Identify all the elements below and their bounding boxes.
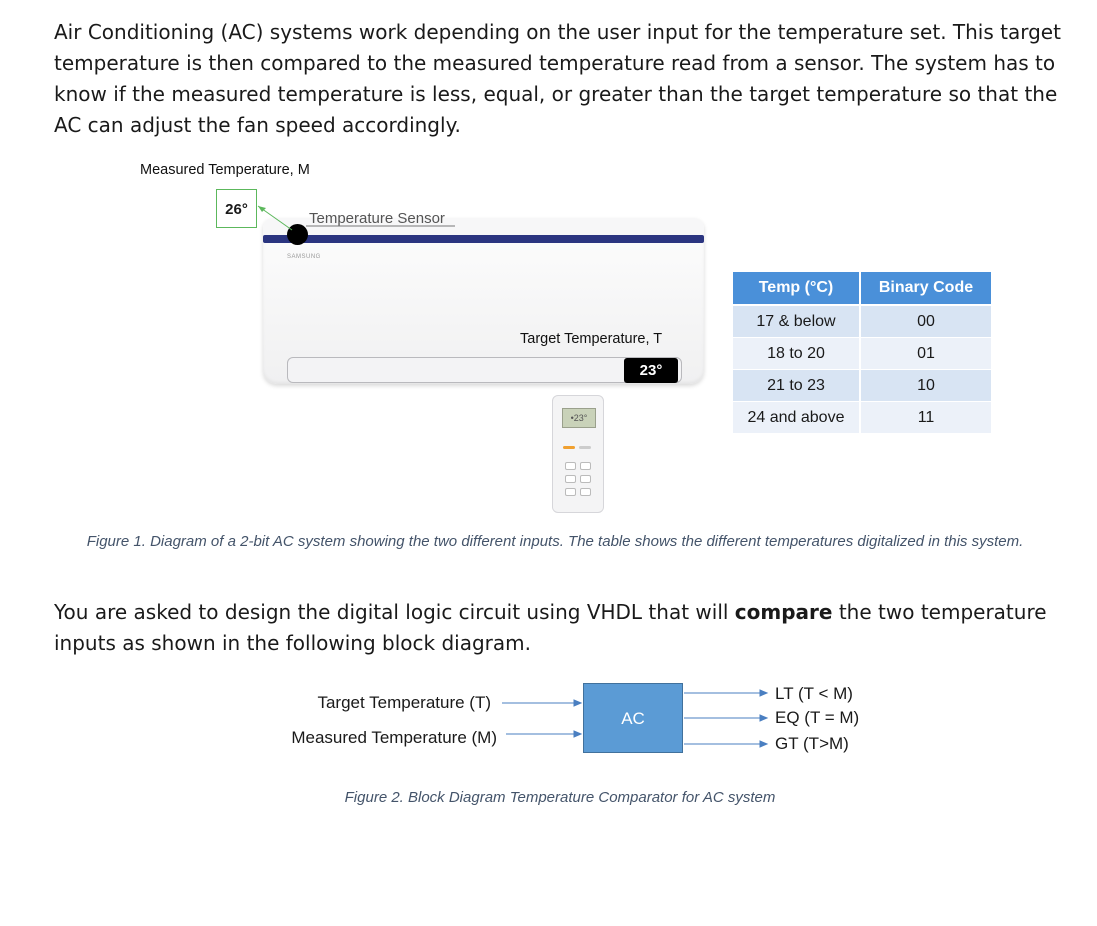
temperature-sensor-label: Temperature Sensor: [309, 210, 445, 227]
task-text-before: You are asked to design the digital logic circuit using VHDL that will: [54, 600, 735, 624]
target-temperature-label: Target Temperature, T: [520, 331, 663, 347]
remote-display: •23°: [562, 408, 596, 428]
output-eq-label: EQ (T = M): [775, 708, 860, 727]
ac-brand: SAMSUNG: [287, 254, 321, 260]
output-lt-label: LT (T < M): [775, 684, 853, 703]
task-text-after: the two temperature inputs as shown in the following block diagram.: [54, 600, 1047, 655]
task-text-bold: compare: [734, 600, 833, 624]
table-cell-binary: 00: [861, 306, 991, 338]
table-cell-temp: 24 and above: [733, 402, 861, 434]
output-lt-arrowhead: [760, 690, 767, 696]
input-target-label: Target Temperature (T): [317, 693, 491, 712]
figure2-caption: Figure 2. Block Diagram Temperature Comparator for AC system: [344, 789, 776, 806]
table-header-binary: Binary Code: [861, 272, 991, 306]
output-gt-arrowhead: [760, 741, 767, 747]
input-t-arrowhead: [574, 700, 581, 706]
table-cell-binary: 01: [861, 338, 991, 370]
input-measured-label: Measured Temperature (M): [291, 728, 497, 747]
table-cell-binary: 10: [861, 370, 991, 402]
target-temperature-value: 23°: [624, 358, 678, 383]
table-cell-temp: 17 & below: [733, 306, 861, 338]
table-cell-temp: 18 to 20: [733, 338, 861, 370]
output-eq-arrowhead: [760, 715, 767, 721]
figure1-caption: Figure 1. Diagram of a 2-bit AC system showing the two different inputs. The table shows the different temperatures digitalized in this system.: [86, 533, 1024, 550]
table-header-temp: Temp (°C): [733, 272, 861, 306]
measured-temperature-value: 26°: [216, 189, 257, 228]
output-gt-label: GT (T>M): [775, 734, 849, 753]
measured-temperature-label: Measured Temperature, M: [140, 162, 310, 178]
ac-comparator-block: AC: [583, 683, 683, 753]
table-cell-temp: 21 to 23: [733, 370, 861, 402]
intro-paragraph: Air Conditioning (AC) systems work depending on the user input for the temperature set. This target temperature is then compared to the measured temperature read from a sensor. The system has to know if the measured temperature is less, equal, or greater than the target temperature so that the AC can adjust the fan speed accordingly.: [54, 20, 1061, 137]
table-cell-binary: 11: [861, 402, 991, 434]
input-m-arrowhead: [574, 731, 581, 737]
